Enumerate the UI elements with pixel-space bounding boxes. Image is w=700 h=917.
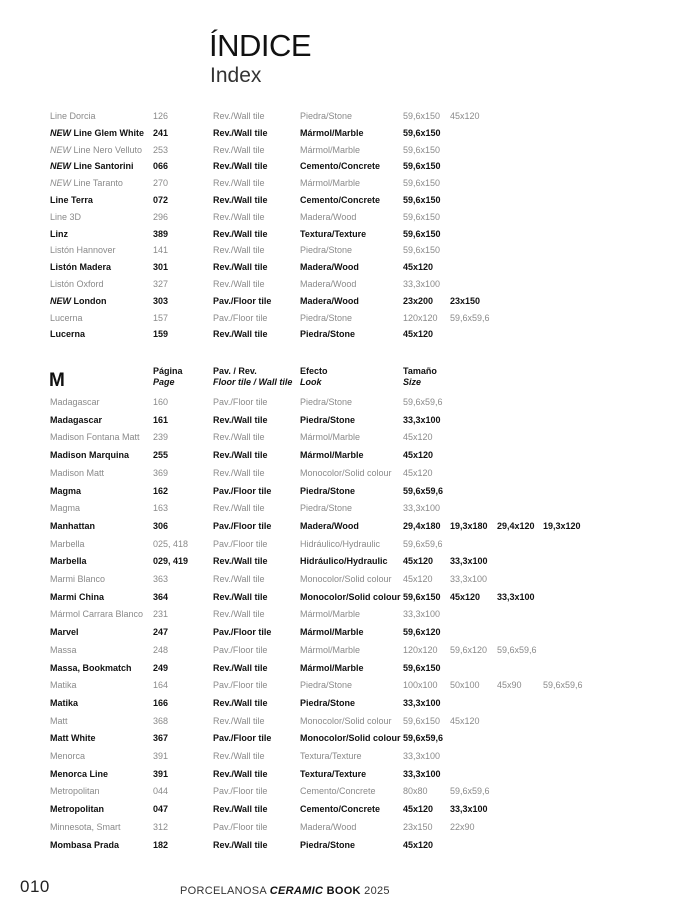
page-number-cell: 270 [153,178,169,189]
tile-type: Pav./Floor tile [213,397,268,407]
series-name-text: Line Santorini [71,161,134,172]
tile-size: 33,3x100 [450,556,488,567]
header-type-es: Pav. / Rev. [213,366,257,376]
tile-type: Pav./Floor tile [213,520,272,531]
series-name [50,159,134,173]
page-number-cell: 066 [153,161,169,172]
page-number-cell: 159 [153,329,169,340]
page-number-cell: 231 [153,609,169,620]
tile-type: Rev./Wall tile [213,450,268,461]
series-name [50,311,83,325]
header-page [153,366,183,388]
effect-look: Piedra/Stone [300,245,353,256]
page-number-cell: 312 [153,821,169,832]
series-name-text: Mombasa Prada [50,839,120,850]
effect-look: Mármol/Marble [300,450,364,461]
footer-brand-year: 2025 [360,885,390,897]
series-name [50,838,119,852]
tile-size: 59,6x150 [403,111,441,121]
tile-type: Pav./Floor tile [213,821,268,832]
tile-type: Pav./Floor tile [213,538,268,549]
section-letter-m: M [49,370,65,391]
effect-look: Piedra/Stone [300,329,356,340]
tile-size: 45x90 [497,680,522,691]
series-name-text: Marmi Blanco [50,574,106,584]
series-name [50,572,105,586]
series-name [50,193,93,207]
series-name-text: Line Glem White [71,127,145,138]
tile-type: Rev./Wall tile [213,161,268,172]
series-name [50,210,81,224]
page-title: ÍNDICE [209,28,312,63]
page-number-cell: 369 [153,467,169,478]
header-effect-es: Efecto [300,366,328,376]
effect-look: Cemento/Concrete [300,161,381,172]
tile-type: Rev./Wall tile [213,839,268,850]
series-name [50,395,100,409]
series-name-text: Matt White [50,733,96,744]
tile-size: 45x120 [403,467,433,478]
page-number-cell: 157 [153,312,169,323]
tile-type: Rev./Wall tile [213,768,268,779]
page-number-cell: 364 [153,591,169,602]
tile-type: Rev./Wall tile [213,609,265,620]
page-number-cell: 247 [153,627,169,638]
tile-type: Rev./Wall tile [213,262,268,273]
tile-type: Rev./Wall tile [213,178,265,189]
series-name [50,820,121,834]
effect-look: Monocolor/Solid colour [300,467,392,478]
series-name-text: London [71,295,107,306]
page-number-cell: 164 [153,680,169,691]
series-name-text: Metropolitan [50,804,104,815]
tile-size: 45x120 [403,839,434,850]
page-number-cell: 072 [153,195,169,205]
tile-type: Pav./Floor tile [213,644,268,655]
tile-size: 59,6x150 [403,178,441,189]
tile-size: 22x90 [450,821,475,832]
effect-look: Textura/Texture [300,768,367,779]
series-name [50,243,116,257]
tile-size: 59,6x59,6 [450,312,490,323]
tile-size: 33,3x100 [497,591,535,602]
tile-size: 100x100 [403,680,438,691]
tile-size: 33,3x100 [403,279,441,289]
new-badge: NEW [50,127,71,138]
tile-size: 59,6x59,6 [403,538,443,549]
series-name-text: Matt [50,715,68,726]
series-name-text: Madagascar [50,397,100,407]
header-type [213,366,292,388]
effect-look: Mármol/Marble [300,127,364,138]
page-number-cell: 296 [153,211,169,222]
tile-size: 33,3x100 [403,768,441,779]
tile-size: 59,6x150 [403,591,441,602]
effect-look: Monocolor/Solid colour [300,733,401,744]
effect-look: Piedra/Stone [300,111,353,121]
tile-type: Rev./Wall tile [213,556,268,567]
tile-size: 50x100 [450,680,480,691]
tile-size: 33,3x100 [403,609,441,620]
header-size-en: Size [403,377,422,387]
series-name [50,731,96,745]
header-page-es: Página [153,366,183,376]
tile-size: 59,6x150 [403,144,441,155]
series-name-text: Massa [50,644,77,655]
series-name [50,413,102,427]
page-number-cell: 182 [153,839,169,850]
tile-type: Rev./Wall tile [213,467,265,478]
new-badge: NEW [50,144,71,155]
series-name-text: Menorca [50,751,86,761]
header-page-en: Page [153,377,175,387]
effect-look: Piedra/Stone [300,697,356,708]
page-number-cell: 044 [153,786,169,797]
series-name [50,176,123,190]
page-number-cell: 141 [153,245,169,256]
tile-size: 59,6x150 [403,161,441,172]
series-name-text: Madison Fontana Matt [50,432,140,443]
effect-look: Mármol/Marble [300,144,361,155]
series-name [50,430,140,444]
tile-type: Rev./Wall tile [213,127,268,138]
effect-look: Madera/Wood [300,520,359,531]
series-name-text: Madison Marquina [50,450,130,461]
page-number-cell: 255 [153,450,169,461]
tile-size: 29,4x180 [403,520,441,531]
page-number-cell: 160 [153,397,169,407]
tile-type: Rev./Wall tile [213,279,265,289]
tile-size: 19,3x120 [543,520,581,531]
tile-type: Rev./Wall tile [213,804,268,815]
tile-size: 33,3x100 [450,804,488,815]
footer-brand-name: PORCELANOSA [180,885,270,897]
tile-type: Pav./Floor tile [213,680,268,691]
tile-size: 33,3x100 [450,574,488,584]
tile-size: 59,6x120 [450,644,488,655]
tile-size: 45x120 [403,574,433,584]
effect-look: Mármol/Marble [300,662,364,673]
series-name [50,696,78,710]
tile-size: 23x200 [403,295,434,306]
series-name [50,277,104,291]
series-name-text: Line Taranto [71,178,123,189]
series-name-text: Lucerna [50,312,83,323]
series-name-text: Listón Oxford [50,279,104,289]
page-number-cell: 303 [153,295,169,306]
new-badge: NEW [50,161,71,172]
series-name-text: Marbella [50,556,87,567]
effect-look: Cemento/Concrete [300,804,381,815]
page-number-cell: 239 [153,432,169,443]
page-number-cell: 368 [153,715,169,726]
page-number-cell: 249 [153,662,169,673]
series-name-text: Listón Madera [50,262,112,273]
effect-look: Cemento/Concrete [300,195,381,205]
series-name [50,537,85,551]
series-name-text: Marvel [50,627,79,638]
series-name [50,625,79,639]
series-name [50,466,104,480]
tile-type: Rev./Wall tile [213,697,268,708]
header-size [403,366,437,388]
series-name [50,802,104,816]
tile-type: Pav./Floor tile [213,733,272,744]
tile-size: 33,3x100 [403,503,441,514]
series-name [50,554,87,568]
tile-size: 45x120 [403,450,434,461]
tile-size: 59,6x150 [403,195,441,205]
page-number-cell: 047 [153,804,169,815]
tile-size: 59,6x59,6 [403,733,444,744]
tile-type: Rev./Wall tile [213,228,268,239]
series-name [50,590,104,604]
tile-type: Rev./Wall tile [213,715,265,726]
header-effect-en: Look [300,377,322,387]
page-number-cell: 391 [153,751,169,761]
tile-type: Rev./Wall tile [213,662,268,673]
effect-look: Mármol/Marble [300,178,361,189]
page-number-cell: 162 [153,485,169,496]
header-type-en: Floor tile / Wall tile [213,377,293,387]
tile-type: Rev./Wall tile [213,245,265,256]
page-number-cell: 166 [153,697,169,708]
tile-size: 59,6x150 [403,127,441,138]
page-number-cell: 253 [153,144,169,155]
effect-look: Piedra/Stone [300,397,353,407]
series-name [50,607,143,621]
effect-look: Piedra/Stone [300,680,353,691]
series-name [50,678,77,692]
page-number-cell: 025, 418 [153,538,189,549]
tile-size: 59,6x59,6 [497,644,537,655]
effect-look: Piedra/Stone [300,414,356,425]
series-name [50,126,144,140]
effect-look: Mármol/Marble [300,627,364,638]
page-number-cell: 363 [153,574,169,584]
tile-size: 59,6x150 [403,228,441,239]
page-subtitle: Index [210,64,262,87]
effect-look: Monocolor/Solid colour [300,574,392,584]
series-name [50,143,142,157]
header-size-es: Tamaño [403,366,437,376]
tile-size: 33,3x100 [403,414,441,425]
new-badge: NEW [50,295,71,306]
series-name [50,448,129,462]
effect-look: Piedra/Stone [300,485,356,496]
series-name-text: Lucerna [50,329,86,340]
effect-look: Mármol/Marble [300,432,361,443]
tile-size: 29,4x120 [497,520,535,531]
tile-size: 80x80 [403,786,428,797]
series-name [50,767,108,781]
page-number: 010 [20,877,50,896]
effect-look: Madera/Wood [300,821,357,832]
series-name [50,327,85,341]
tile-size: 45x120 [450,111,480,121]
series-name-text: Listón Hannover [50,245,116,256]
tile-size: 59,6x150 [403,245,441,256]
page-number-cell: 163 [153,503,169,514]
tile-size: 45x120 [403,804,434,815]
tile-type: Rev./Wall tile [213,751,265,761]
tile-size: 120x120 [403,644,438,655]
tile-size: 19,3x180 [450,520,488,531]
series-name [50,784,100,798]
tile-size: 120x120 [403,312,438,323]
tile-type: Rev./Wall tile [213,432,265,443]
tile-type: Rev./Wall tile [213,591,268,602]
page-number-cell: 161 [153,414,169,425]
effect-look: Piedra/Stone [300,503,353,514]
tile-size: 33,3x100 [403,751,441,761]
tile-type: Rev./Wall tile [213,111,265,121]
effect-look: Madera/Wood [300,211,357,222]
tile-type: Rev./Wall tile [213,195,268,205]
effect-look: Textura/Texture [300,228,367,239]
effect-look: Textura/Texture [300,751,362,761]
series-name-text: Minnesota, Smart [50,821,121,832]
footer-brand-ceramic: CERAMIC [269,885,324,897]
series-name-text: Line Dorcia [50,111,96,121]
series-name [50,643,77,657]
effect-look: Monocolor/Solid colour [300,715,392,726]
series-name-text: Line 3D [50,211,82,222]
tile-type: Rev./Wall tile [213,211,265,222]
effect-look: Mármol/Marble [300,609,361,620]
page-number-cell: 389 [153,228,169,239]
series-name [50,484,81,498]
tile-size: 45x120 [450,715,480,726]
tile-size: 59,6x150 [403,662,441,673]
series-name [50,227,68,241]
tile-size: 59,6x120 [403,627,441,638]
effect-look: Piedra/Stone [300,839,356,850]
series-name-text: Magma [50,503,81,514]
effect-look: Piedra/Stone [300,312,353,323]
tile-size: 45x120 [403,556,434,567]
series-name-text: Metropolitan [50,786,100,797]
series-name-text: Matika [50,697,79,708]
effect-look: Cemento/Concrete [300,786,376,797]
page-number-cell: 241 [153,127,169,138]
page-number-cell: 248 [153,644,169,655]
effect-look: Madera/Wood [300,295,359,306]
tile-type: Rev./Wall tile [213,574,265,584]
series-name [50,109,96,123]
series-name [50,260,111,274]
tile-type: Rev./Wall tile [213,414,268,425]
series-name [50,519,95,533]
footer-brand-book: BOOK [323,885,361,897]
effect-look: Madera/Wood [300,279,357,289]
tile-size: 23x150 [450,295,481,306]
series-name [50,661,132,675]
page-number-cell: 327 [153,279,169,289]
tile-size: 45x120 [403,262,434,273]
tile-type: Pav./Floor tile [213,786,268,797]
series-name-text: Menorca Line [50,768,109,779]
new-badge: NEW [50,178,71,189]
effect-look: Madera/Wood [300,262,359,273]
tile-type: Pav./Floor tile [213,295,272,306]
tile-size: 45x120 [403,432,433,443]
series-name-text: Massa, Bookmatch [50,662,132,673]
tile-type: Rev./Wall tile [213,329,268,340]
series-name [50,501,80,515]
tile-size: 59,6x150 [403,715,441,726]
series-name [50,714,68,728]
page-number-cell: 306 [153,520,169,531]
effect-look: Monocolor/Solid colour [300,591,401,602]
series-name-text: Madagascar [50,414,103,425]
series-name-text: Linz [50,228,68,239]
page-number-cell: 301 [153,262,169,273]
tile-size: 33,3x100 [403,697,441,708]
tile-size: 59,6x150 [403,211,441,222]
tile-size: 59,6x59,6 [403,485,444,496]
tile-type: Pav./Floor tile [213,485,272,496]
tile-type: Pav./Floor tile [213,627,272,638]
page-number-cell: 126 [153,111,169,121]
series-name-text: Marbella [50,538,85,549]
page-number-cell: 391 [153,768,169,779]
tile-size: 59,6x59,6 [403,397,443,407]
series-name-text: Matika [50,680,77,691]
page-number-cell: 367 [153,733,169,744]
series-name [50,294,107,308]
effect-look: Hidráulico/Hydraulic [300,538,381,549]
effect-look: Hidráulico/Hydraulic [300,556,388,567]
series-name-text: Marmi China [50,591,105,602]
series-name-text: Manhattan [50,520,95,531]
tile-size: 59,6x59,6 [543,680,583,691]
page-number-cell: 029, 419 [153,556,189,567]
tile-type: Rev./Wall tile [213,144,265,155]
tile-type: Pav./Floor tile [213,312,268,323]
series-name-text: Madison Matt [50,467,105,478]
series-name-text: Line Terra [50,195,93,205]
tile-size: 45x120 [450,591,481,602]
tile-size: 23x150 [403,821,433,832]
header-effect [300,366,328,388]
footer-brand [180,885,390,897]
series-name-text: Magma [50,485,82,496]
tile-type: Rev./Wall tile [213,503,265,514]
series-name [50,749,85,763]
series-name-text: Mármol Carrara Blanco [50,609,144,620]
effect-look: Mármol/Marble [300,644,361,655]
series-name-text: Line Nero Velluto [71,144,143,155]
tile-size: 59,6x59,6 [450,786,490,797]
tile-size: 45x120 [403,329,434,340]
